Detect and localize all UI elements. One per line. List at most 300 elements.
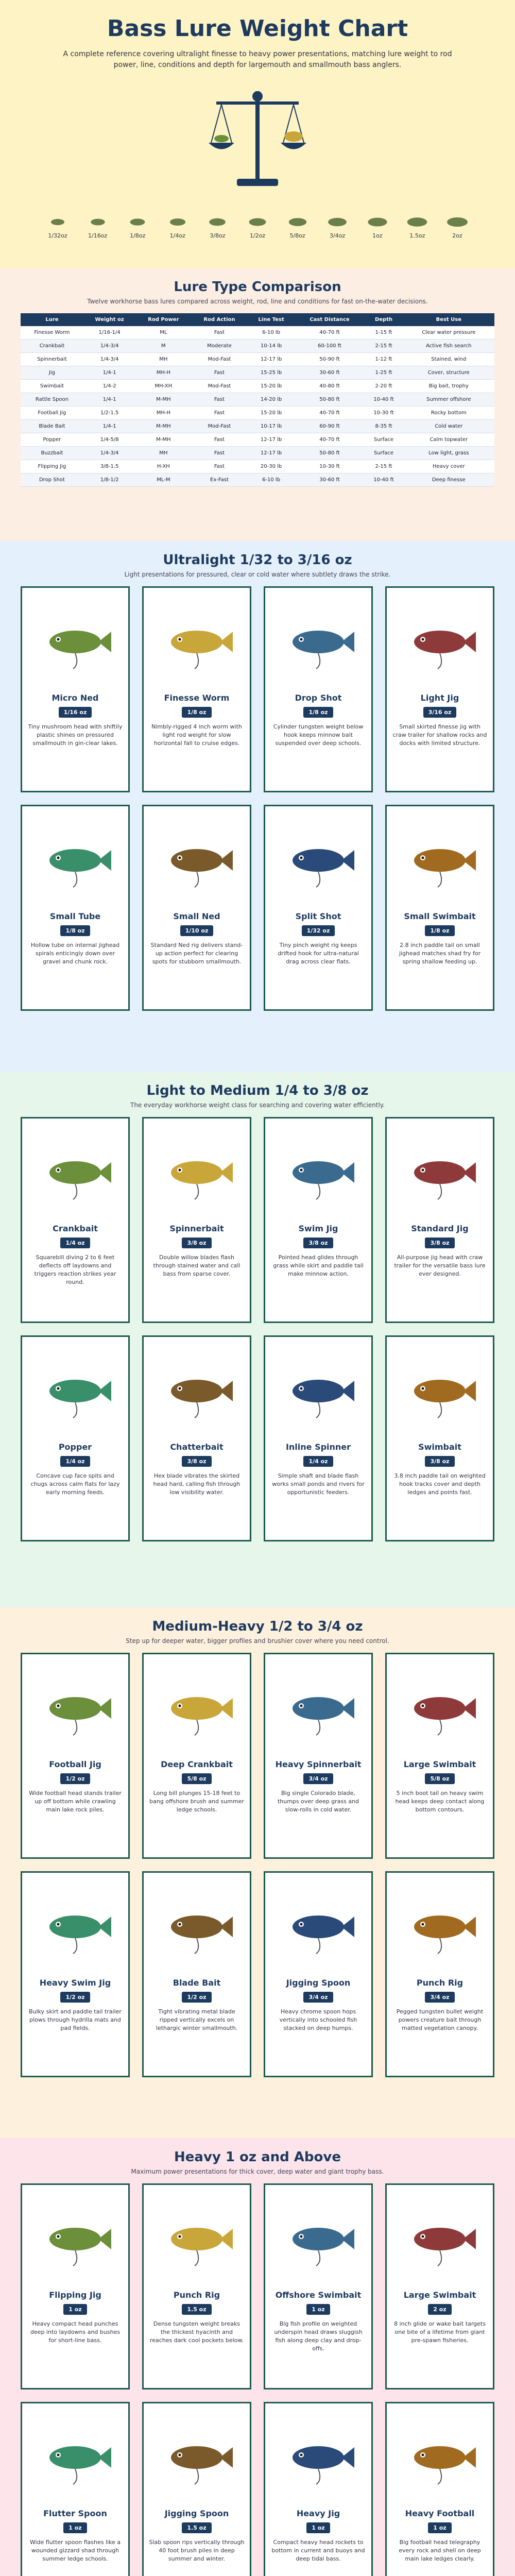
ultralight-subtitle: Light presentations for pressured, clear or cold water where subtlety draws the strike.: [124, 571, 391, 578]
table-cell: MH: [135, 353, 191, 366]
lure-card: [264, 586, 373, 792]
ultralight-grid: [21, 586, 494, 1011]
lure-illustration-icon: [158, 1883, 235, 1971]
lure-card-weight-badge: 1.5 oz: [182, 2522, 211, 2533]
lure-card-description: Big fish profile on weighted underspin head draws sluggish fish along deep clay and drop-offs.: [274, 2320, 363, 2352]
lure-card-name: Jigging Spoon: [286, 1978, 351, 1988]
table-cell: 1/4-3/4: [83, 447, 135, 460]
lure-card: [264, 1117, 373, 1323]
table-cell: MH-H: [135, 406, 191, 420]
light-medium-title: Light to Medium 1/4 to 3/8 oz: [146, 1083, 369, 1098]
table-cell: MH-H: [135, 366, 191, 380]
table-cell: 40-70 ft: [295, 406, 365, 420]
table-header-cell: Line Test: [248, 313, 295, 326]
lure-card-description: Big single Colorado blade, thumps over deep grass and slow-rolls in cold water.: [277, 1790, 359, 1813]
lure-card-name: Standard Jig: [411, 1224, 469, 1233]
table-cell: Mod-Fast: [191, 353, 247, 366]
heavy-section: [0, 2138, 515, 2576]
lure-weight-item: [201, 212, 234, 239]
lure-card: [264, 1871, 373, 2077]
lure-card-weight-badge: 3/4 oz: [303, 1992, 333, 2003]
lure-card: [21, 2402, 130, 2576]
header-section: [0, 0, 515, 268]
lure-icon: [121, 212, 154, 232]
table-cell: Mod-Fast: [191, 380, 247, 393]
lure-illustration-icon: [280, 1883, 357, 1971]
table-cell: 1/4-1: [83, 420, 135, 433]
table-cell: Summer offshore: [403, 393, 494, 406]
light-medium-section: [0, 1072, 515, 1607]
lure-weight-label: 1/32oz: [48, 232, 67, 239]
medium-heavy-section: [0, 1607, 515, 2138]
lure-card: [142, 2402, 251, 2576]
table-cell: 15-20 lb: [248, 406, 295, 420]
lure-card-description: Squarebill diving 2 to 6 feet deflects off laydowns and triggers reaction strikes year round.: [34, 1254, 116, 1285]
table-cell: Surface: [364, 433, 403, 447]
table-cell: 1/4-3/4: [83, 353, 135, 366]
comparison-table: [21, 313, 494, 487]
table-cell: Fast: [191, 447, 247, 460]
lure-card-weight-badge: 1 oz: [428, 2522, 451, 2533]
lure-illustration-icon: [401, 2195, 478, 2283]
table-cell: 40-70 ft: [295, 433, 365, 447]
lure-illustration-icon: [158, 1347, 235, 1435]
table-cell: 6-10 lb: [248, 326, 295, 340]
lure-card: [21, 1871, 130, 2077]
lure-card-description: Tiny mushroom head with shiftily plastic shines on pressured smallmouth in gin-clear lakes.: [28, 723, 123, 747]
table-row: [21, 326, 494, 340]
lure-card: [142, 805, 251, 1011]
table-cell: Spinnerbait: [21, 353, 83, 366]
table-cell: 1/16-1/4: [83, 326, 135, 340]
lure-card-description: Pegged tungsten bullet weight powers creature bait through matted vegetation canopy.: [396, 2008, 484, 2031]
table-row: [21, 473, 494, 487]
lure-card-description: Nimbly-rigged 4 inch worm with light rod weight for slow horizontal fall to cruise edges.: [151, 723, 242, 747]
table-cell: 12-17 lb: [248, 447, 295, 460]
lure-card-description: Big football head telegraphy every rock and shell on deep main lake ledges clearly.: [399, 2539, 481, 2562]
lure-card-description: Cylinder tungsten weight below hook keeps minnow bait suspended over deep schools.: [273, 723, 364, 747]
lure-icon: [321, 212, 354, 232]
table-cell: Stained, wind: [403, 353, 494, 366]
table-cell: Buzzbait: [21, 447, 83, 460]
table-row: [21, 433, 494, 447]
lure-card: [264, 1335, 373, 1541]
lure-card-description: Long bill plunges 15-18 feet to bang offshore brush and summer ledge schools.: [149, 1790, 244, 1813]
table-cell: 1/8-1/2: [83, 473, 135, 487]
lure-icon: [281, 212, 314, 232]
ultralight-section: [0, 541, 515, 1072]
lure-illustration-icon: [37, 1665, 114, 1752]
lure-card-description: Dense tungsten weight breaks the thickest hyacinth and reaches dark cool pockets below.: [149, 2320, 244, 2344]
lure-card: [142, 1871, 251, 2077]
lure-card-weight-badge: 3/4 oz: [425, 1992, 454, 2003]
lure-card: [264, 2402, 373, 2576]
table-header-cell: Cast Distance: [295, 313, 365, 326]
table-cell: Low light, grass: [403, 447, 494, 460]
lure-illustration-icon: [37, 598, 114, 686]
lure-card-description: Slab spoon rips vertically through 40 foot brush piles in deep summer and winter.: [149, 2539, 245, 2562]
lure-card-description: Double willow blades flash through stained water and call bass from sparse cover.: [153, 1254, 241, 1277]
lure-card-name: Light Jig: [420, 693, 459, 703]
table-cell: Fast: [191, 433, 247, 447]
lure-card-weight-badge: 2 oz: [428, 2304, 451, 2315]
heavy-grid: [21, 2183, 494, 2576]
lure-illustration-icon: [280, 1347, 357, 1435]
lure-card-weight-badge: 1 oz: [306, 2304, 330, 2315]
lure-card-weight-badge: 3/4 oz: [303, 1773, 333, 1784]
lure-card-name: Football Jig: [49, 1759, 101, 1769]
lure-card-name: Punch Rig: [173, 2290, 220, 2300]
medium-heavy-subtitle: Step up for deeper water, bigger profiles and brushier cover where you need control.: [126, 1637, 389, 1645]
lure-card: [385, 1871, 494, 2077]
table-cell: 50-90 ft: [295, 353, 365, 366]
table-cell: 10-14 lb: [248, 340, 295, 353]
lure-card-name: Small Ned: [173, 911, 220, 921]
lure-card-weight-badge: 1/2 oz: [182, 1992, 211, 2003]
lure-card: [21, 1335, 130, 1541]
lure-illustration-icon: [280, 1129, 357, 1216]
lure-illustration-icon: [37, 1129, 114, 1216]
light-medium-grid: [21, 1117, 494, 1541]
lure-card-description: Heavy compact head punches deep into laydowns and bushes for short-line bass.: [30, 2320, 121, 2344]
lure-card-description: 5 inch boot tail on heavy swim head keeps deep contact along bottom contours.: [395, 1790, 485, 1813]
table-cell: Fast: [191, 366, 247, 380]
lure-card-description: Pointed head glides through grass while skirt and paddle tail make minnow action.: [273, 1254, 364, 1277]
table-cell: Ex-Fast: [191, 473, 247, 487]
comparison-section: [0, 268, 515, 541]
lure-weight-item: [401, 212, 434, 239]
lure-card-weight-badge: 3/8 oz: [425, 1238, 454, 1248]
table-cell: 60-100 ft: [295, 340, 365, 353]
lure-weight-label: 3/4oz: [330, 232, 346, 239]
table-cell: 50-80 ft: [295, 447, 365, 460]
table-cell: H-XH: [135, 460, 191, 473]
lure-weight-item: [321, 212, 354, 239]
ultralight-title: Ultralight 1/32 to 3/16 oz: [163, 552, 352, 568]
lure-card: [142, 1653, 251, 1859]
lure-card-name: Chatterbait: [170, 1442, 224, 1452]
table-cell: Blade Bait: [21, 420, 83, 433]
table-cell: 10-17 lb: [248, 420, 295, 433]
table-row: [21, 393, 494, 406]
lure-card-weight-badge: 3/8 oz: [182, 1238, 211, 1248]
table-cell: 1-12 ft: [364, 353, 403, 366]
lure-illustration-icon: [37, 2414, 114, 2501]
table-cell: 1-15 ft: [364, 326, 403, 340]
lure-card-name: Micro Ned: [52, 693, 99, 703]
lure-card: [142, 586, 251, 792]
lure-card: [21, 1117, 130, 1323]
lure-card-weight-badge: 1/16 oz: [59, 707, 92, 718]
lure-card-description: Small skirted finesse jig with craw trailer for shallow rocks and docks with limited structure.: [392, 723, 487, 747]
lure-illustration-icon: [158, 2195, 235, 2283]
table-cell: Rocky bottom: [403, 406, 494, 420]
lure-illustration-icon: [37, 1347, 114, 1435]
lure-card-description: 2.8 inch paddle tail on small jighead matches shad fry for spring shallow feeding up.: [399, 942, 481, 965]
table-cell: Surface: [364, 447, 403, 460]
lure-illustration-icon: [401, 1129, 478, 1216]
lure-card: [385, 2402, 494, 2576]
table-cell: Swimbait: [21, 380, 83, 393]
comparison-title: Lure Type Comparison: [174, 279, 341, 295]
table-cell: Cold water: [403, 420, 494, 433]
lure-card-description: 3.8 inch paddle tail on weighted hook tracks cover and depth ledges and points fast.: [394, 1472, 486, 1496]
table-cell: Drop Shot: [21, 473, 83, 487]
table-cell: Fast: [191, 460, 247, 473]
lure-card: [385, 1117, 494, 1323]
table-cell: Finesse Worm: [21, 326, 83, 340]
lure-card: [21, 586, 130, 792]
lure-card-weight-badge: 3/8 oz: [425, 1456, 454, 1467]
lure-icon: [161, 212, 194, 232]
table-row: [21, 380, 494, 393]
lure-illustration-icon: [401, 1665, 478, 1752]
lure-card-weight-badge: 1/4 oz: [60, 1456, 90, 1467]
table-cell: 2-15 ft: [364, 460, 403, 473]
balance-scale-icon: [206, 81, 309, 194]
lure-card-description: All-purpose jig head with craw trailer for the versatile bass lure ever designed.: [394, 1254, 486, 1277]
table-cell: M-MH: [135, 393, 191, 406]
lure-card: [142, 1335, 251, 1541]
lure-weight-item: [81, 212, 114, 239]
table-row: [21, 420, 494, 433]
lure-illustration-icon: [280, 1665, 357, 1752]
lure-card-weight-badge: 1 oz: [63, 2304, 87, 2315]
lure-card: [264, 1653, 373, 1859]
lure-icon: [41, 212, 74, 232]
lure-illustration-icon: [158, 598, 235, 686]
lure-card: [385, 805, 494, 1011]
table-cell: Rattle Spoon: [21, 393, 83, 406]
table-cell: 20-30 lb: [248, 460, 295, 473]
lure-icon: [441, 212, 474, 232]
table-header-cell: Rod Power: [135, 313, 191, 326]
lure-illustration-icon: [37, 817, 114, 904]
lure-card-weight-badge: 1/2 oz: [60, 1773, 90, 1784]
lure-card-weight-badge: 1/8 oz: [60, 925, 90, 936]
table-cell: 40-80 ft: [295, 380, 365, 393]
table-cell: Clear water pressure: [403, 326, 494, 340]
table-cell: 15-20 lb: [248, 380, 295, 393]
lure-card-description: Bulky skirt and paddle tail trailer plows through hydrilla mats and pad fields.: [29, 2008, 122, 2031]
lure-card-weight-badge: 3/16 oz: [423, 707, 457, 718]
lure-weight-item: [361, 212, 394, 239]
table-cell: MH: [135, 447, 191, 460]
lure-illustration-icon: [280, 598, 357, 686]
lure-illustration-icon: [401, 2414, 478, 2501]
table-row: [21, 340, 494, 353]
lure-weight-item: [161, 212, 194, 239]
lure-card-weight-badge: 1/4 oz: [303, 1456, 333, 1467]
lure-card: [385, 1653, 494, 1859]
lure-card-description: Tight vibrating metal blade ripped vertically excels on lethargic winter smallmouth.: [156, 2008, 238, 2031]
table-cell: 10-30 ft: [295, 460, 365, 473]
lure-icon: [201, 212, 234, 232]
lure-card-description: Concave cup face spits and chugs across calm flats for lazy early morning feeds.: [30, 1472, 120, 1496]
lure-weight-label: 2oz: [452, 232, 462, 239]
lure-card-description: Hollow tube on internal jighead spirals enticingly down over gravel and chunk rock.: [30, 942, 120, 965]
table-row: [21, 366, 494, 380]
lure-card: [21, 805, 130, 1011]
table-cell: 10-40 ft: [364, 473, 403, 487]
lure-card: [264, 2183, 373, 2389]
table-cell: 2-20 ft: [364, 380, 403, 393]
lure-weight-item: [281, 212, 314, 239]
lure-icon: [81, 212, 114, 232]
table-cell: 1/4-2: [83, 380, 135, 393]
lure-card-description: Wide flutter spoon flashes like a wounded gizzard shad through summer ledge schools.: [29, 2539, 121, 2562]
table-cell: Fast: [191, 326, 247, 340]
table-row: [21, 460, 494, 473]
lure-card-name: Small Swimbait: [404, 911, 476, 921]
lure-card-weight-badge: 1 oz: [306, 2522, 330, 2533]
table-cell: Active fish search: [403, 340, 494, 353]
table-header-cell: Rod Action: [191, 313, 247, 326]
lure-weight-label: 1.5oz: [409, 232, 425, 239]
lure-card-name: Jigging Spoon: [164, 2509, 229, 2518]
lure-illustration-icon: [401, 817, 478, 904]
lure-card: [21, 1653, 130, 1859]
table-cell: 15-25 lb: [248, 366, 295, 380]
table-cell: 40-70 ft: [295, 326, 365, 340]
table-cell: Crankbait: [21, 340, 83, 353]
lure-card: [264, 805, 373, 1011]
table-cell: Mod-Fast: [191, 420, 247, 433]
lure-card-name: Heavy Spinnerbait: [275, 1759, 362, 1769]
lure-illustration-icon: [401, 1347, 478, 1435]
lure-illustration-icon: [401, 598, 478, 686]
lure-card-weight-badge: 5/8 oz: [425, 1773, 454, 1784]
lure-icon: [241, 212, 274, 232]
table-header-cell: Depth: [364, 313, 403, 326]
lure-card-weight-badge: 1/10 oz: [180, 925, 214, 936]
table-cell: MH-XH: [135, 380, 191, 393]
lure-card-weight-badge: 3/8 oz: [303, 1238, 333, 1248]
lure-card-name: Swim Jig: [298, 1224, 338, 1233]
table-header-cell: Best Use: [403, 313, 494, 326]
table-header-cell: Lure: [21, 313, 83, 326]
lure-card-name: Inline Spinner: [285, 1442, 351, 1452]
lure-card-description: Simple shaft and blade flash works small ponds and rivers for opportunistic feeders.: [272, 1472, 365, 1496]
table-cell: 60-90 ft: [295, 420, 365, 433]
medium-heavy-title: Medium-Heavy 1/2 to 3/4 oz: [152, 1619, 363, 1634]
table-cell: Deep finesse: [403, 473, 494, 487]
table-cell: Heavy cover: [403, 460, 494, 473]
lure-card-description: Hex blade vibrates the skirted head hard, calling fish through low visibility water.: [153, 1472, 241, 1496]
table-cell: 6-10 lb: [248, 473, 295, 487]
table-cell: 30-60 ft: [295, 473, 365, 487]
lure-card-weight-badge: 1/8 oz: [303, 707, 333, 718]
lure-card-description: Heavy chrome spoon hops vertically into schooled fish stacked on deep humps.: [279, 2008, 357, 2031]
lure-card-weight-badge: 1/4 oz: [60, 1238, 90, 1248]
lure-card-name: Punch Rig: [416, 1978, 464, 1988]
lure-illustration-icon: [401, 1883, 478, 1971]
medium-heavy-grid: [21, 1653, 494, 2077]
lure-weight-item: [241, 212, 274, 239]
lure-card: [21, 2183, 130, 2389]
table-cell: M: [135, 340, 191, 353]
table-row: [21, 447, 494, 460]
table-cell: Cover, structure: [403, 366, 494, 380]
table-cell: 12-17 lb: [248, 433, 295, 447]
table-header-cell: Weight oz: [83, 313, 135, 326]
light-medium-subtitle: The everyday workhorse weight class for searching and covering water efficiently.: [130, 1101, 385, 1109]
lure-card-description: Standard Ned rig delivers stand-up action perfect for clearing spots for stubborn smallmouth.: [150, 942, 243, 965]
lure-weight-label: 5/8oz: [289, 232, 305, 239]
heavy-subtitle: Maximum power presentations for thick cover, deep water and giant trophy bass.: [131, 2168, 384, 2175]
lure-weight-label: 1/2oz: [249, 232, 266, 239]
lure-card: [385, 2183, 494, 2389]
lure-card-name: Swimbait: [418, 1442, 461, 1452]
lure-card-weight-badge: 1/8 oz: [425, 925, 454, 936]
lure-card-name: Split Shot: [295, 911, 341, 921]
table-cell: Popper: [21, 433, 83, 447]
lure-illustration-icon: [158, 817, 235, 904]
lure-card-description: 8 inch glide or wake bait targets one bite of a lifetime from giant pre-spawn fisheries.: [394, 2320, 486, 2344]
lure-card-name: Heavy Jig: [296, 2509, 340, 2518]
page-subtitle: A complete reference covering ultralight finesse to heavy power presentations, matching lure weight to rod power, line, conditions and depth for largemouth and smallmouth bass anglers.: [63, 50, 452, 69]
table-cell: M-MH: [135, 433, 191, 447]
lure-illustration-icon: [158, 2414, 235, 2501]
table-row: [21, 353, 494, 366]
heavy-title: Heavy 1 oz and Above: [174, 2149, 341, 2165]
lure-card-weight-badge: 3/8 oz: [182, 1456, 211, 1467]
lure-card-weight-badge: 5/8 oz: [182, 1773, 211, 1784]
lure-illustration-icon: [158, 1129, 235, 1216]
table-cell: Fast: [191, 406, 247, 420]
table-cell: 30-60 ft: [295, 366, 365, 380]
lure-card-description: Compact heavy head rockets to bottom in current and buoys and deep tidal bass.: [271, 2539, 365, 2562]
lure-card: [385, 1335, 494, 1541]
lure-card-description: Tiny pinch weight rig keeps drifted hook for ultra-natural drag across clear flats.: [278, 942, 359, 965]
lure-card-weight-badge: 1/2 oz: [60, 1992, 90, 2003]
table-row: [21, 406, 494, 420]
lure-illustration-icon: [158, 1665, 235, 1752]
lure-card-name: Blade Bait: [173, 1978, 221, 1988]
comparison-subtitle: Twelve workhorse bass lures compared across weight, rod, line and conditions for fast on-the-water decisions.: [87, 298, 428, 305]
table-cell: ML: [135, 326, 191, 340]
lure-weight-label: 1/16oz: [88, 232, 108, 239]
lure-card-weight-badge: 1 oz: [63, 2522, 87, 2533]
table-cell: 10-30 ft: [364, 406, 403, 420]
lure-icon: [361, 212, 394, 232]
table-cell: 14-20 lb: [248, 393, 295, 406]
lure-card-name: Popper: [58, 1442, 92, 1452]
lure-card-weight-badge: 1/32 oz: [302, 925, 335, 936]
lure-card-name: Drop Shot: [295, 693, 342, 703]
table-cell: ML-M: [135, 473, 191, 487]
lure-card-name: Small Tube: [49, 911, 101, 921]
table-cell: Fast: [191, 393, 247, 406]
lure-card-weight-badge: 1.5 oz: [182, 2304, 211, 2315]
lure-weight-label: 3/8oz: [210, 232, 226, 239]
table-cell: 50-80 ft: [295, 393, 365, 406]
table-cell: M-MH: [135, 420, 191, 433]
lure-card-weight-badge: 1/8 oz: [182, 707, 211, 718]
table-cell: 8-35 ft: [364, 420, 403, 433]
lure-card-name: Heavy Swim Jig: [39, 1978, 111, 1988]
lure-weight-item: [121, 212, 154, 239]
table-cell: 1/4-1: [83, 366, 135, 380]
lure-weight-item: [441, 212, 474, 239]
lure-weight-item: [41, 212, 74, 239]
page-title: Bass Lure Weight Chart: [107, 15, 408, 42]
table-cell: Calm topwater: [403, 433, 494, 447]
table-cell: 2-15 ft: [364, 340, 403, 353]
lure-card-name: Heavy Football: [405, 2509, 475, 2518]
lure-card-name: Large Swimbait: [403, 1759, 476, 1769]
lure-card: [142, 2183, 251, 2389]
